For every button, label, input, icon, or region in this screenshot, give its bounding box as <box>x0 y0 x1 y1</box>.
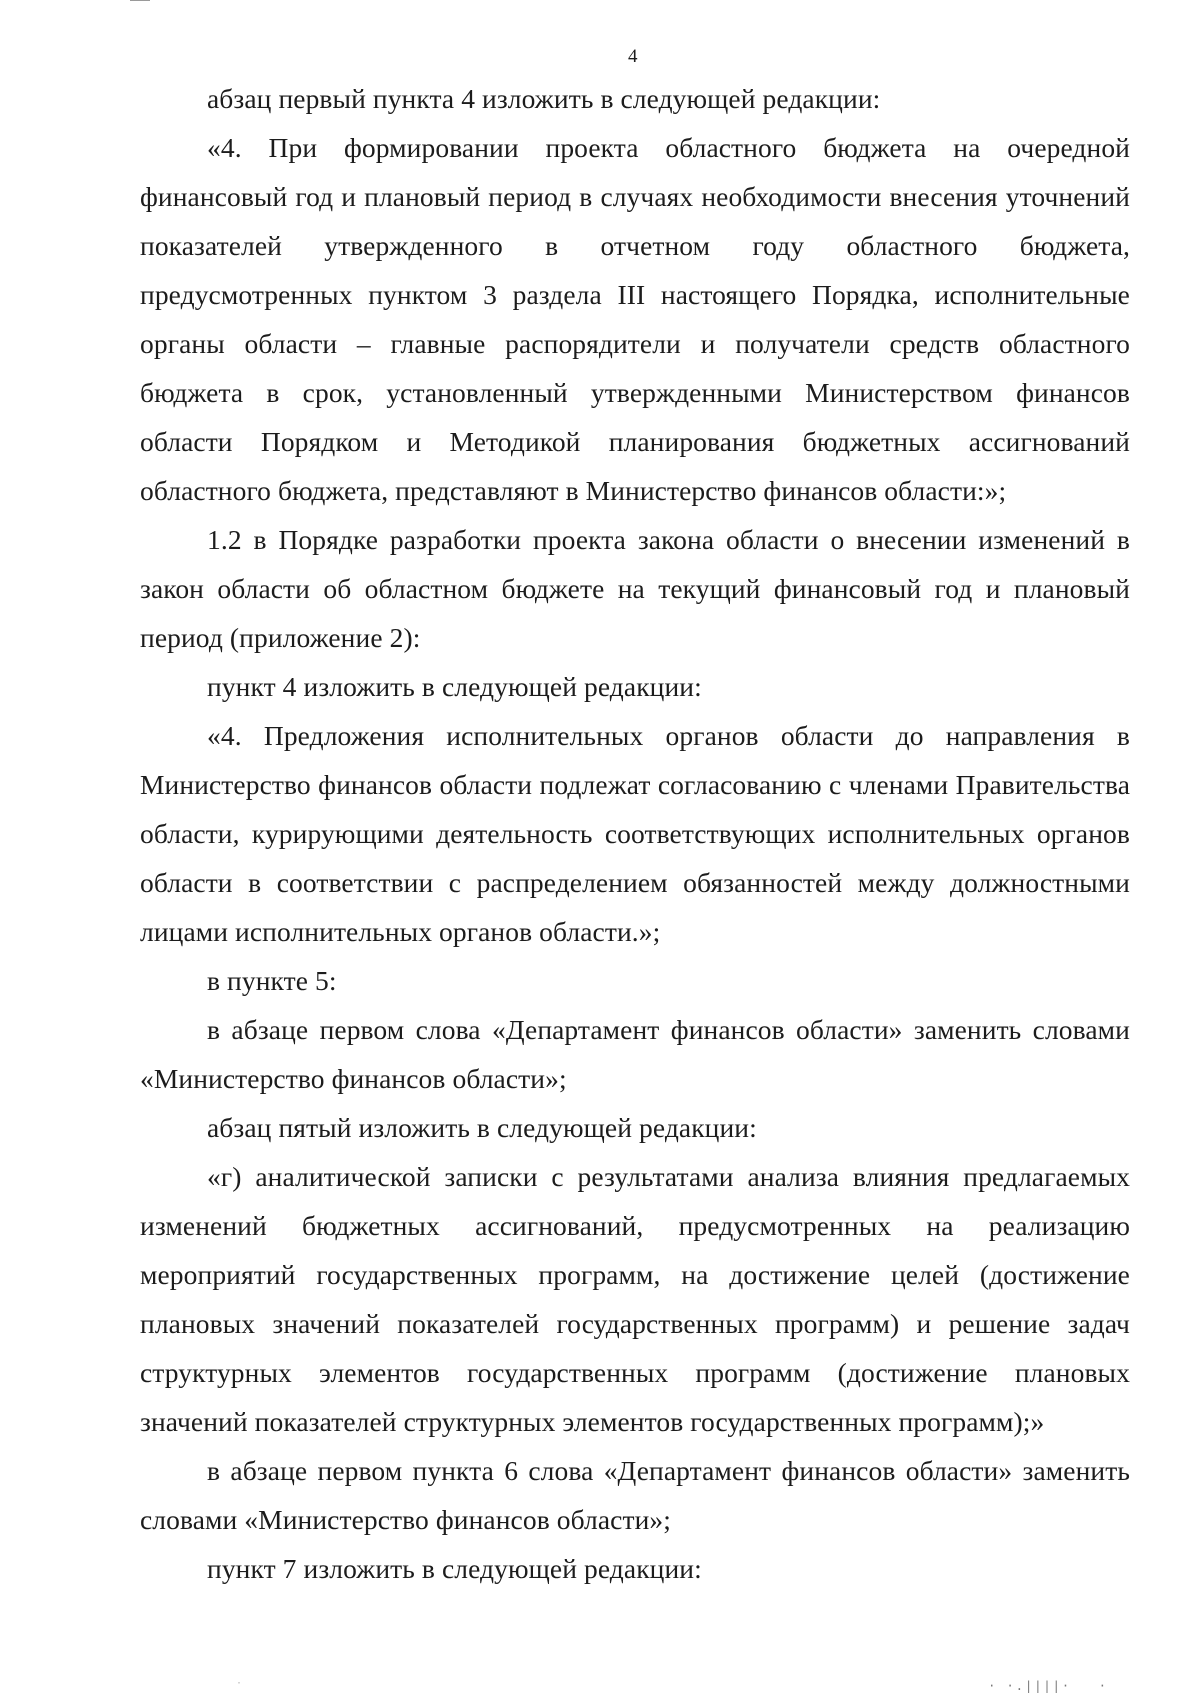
paragraph-8: абзац пятый изложить в следующей редакции: <box>207 1112 757 1143</box>
scan-artifact <box>130 0 150 5</box>
paragraph-2: «4. При формировании проекта областного бюджета на очередной финансовый год и плановый период в случаях необходимости внесения уточнений показателей утвержденного в отчетном году областного бюджета, предусмотренных пунктом 3 раздела III настоящего Порядка, исполнительные органы области – главные распорядители и получатели средств областного бюджета в срок, установленный утвержденными Министерством финансов области Порядком и Методикой планирования бюджетных ассигнований областного бюджета, представляют в Министерство финансов области:»; <box>140 132 1130 506</box>
paragraph-3: 1.2 в Порядке разработки проекта закона области о внесении изменений в закон области об областном бюджете на текущий финансовый год и плановый период (приложение 2): <box>140 524 1130 653</box>
paragraph-6: в пункте 5: <box>207 965 337 996</box>
paragraph-1: абзац первый пункта 4 изложить в следующей редакции: <box>207 83 881 114</box>
scan-artifact: · ·.||||· · <box>988 1679 1108 1693</box>
paragraph-7: в абзаце первом слова «Департамент финансов области» заменить словами «Министерство финансов области»; <box>140 1014 1130 1094</box>
paragraph-10: в абзаце первом пункта 6 слова «Департамент финансов области» заменить словами «Министерство финансов области»; <box>140 1455 1130 1535</box>
scan-artifact: · <box>236 1678 243 1689</box>
paragraph-9: «г) аналитической записки с результатами анализа влияния предлагаемых изменений бюджетных ассигнований, предусмотренных на реализацию мероприятий государственных программ, на достижение целей (достижение плановых значений показателей государственных программ) и решение задач структурных элементов государственных программ (достижение плановых значений показателей структурных элементов государственных программ);» <box>140 1161 1130 1437</box>
document-body <box>140 74 1130 1593</box>
paragraph-11: пункт 7 изложить в следующей редакции: <box>207 1553 702 1584</box>
paragraph-5: «4. Предложения исполнительных органов области до направления в Министерство финансов области подлежат согласованию с членами Правительства области, курирующими деятельность соответствующих исполнительных органов области в соответствии с распределением обязанностей между должностными лицами исполнительных органов области.»; <box>140 720 1130 947</box>
paragraph-4: пункт 4 изложить в следующей редакции: <box>207 671 702 702</box>
page-number: 4 <box>628 46 638 67</box>
